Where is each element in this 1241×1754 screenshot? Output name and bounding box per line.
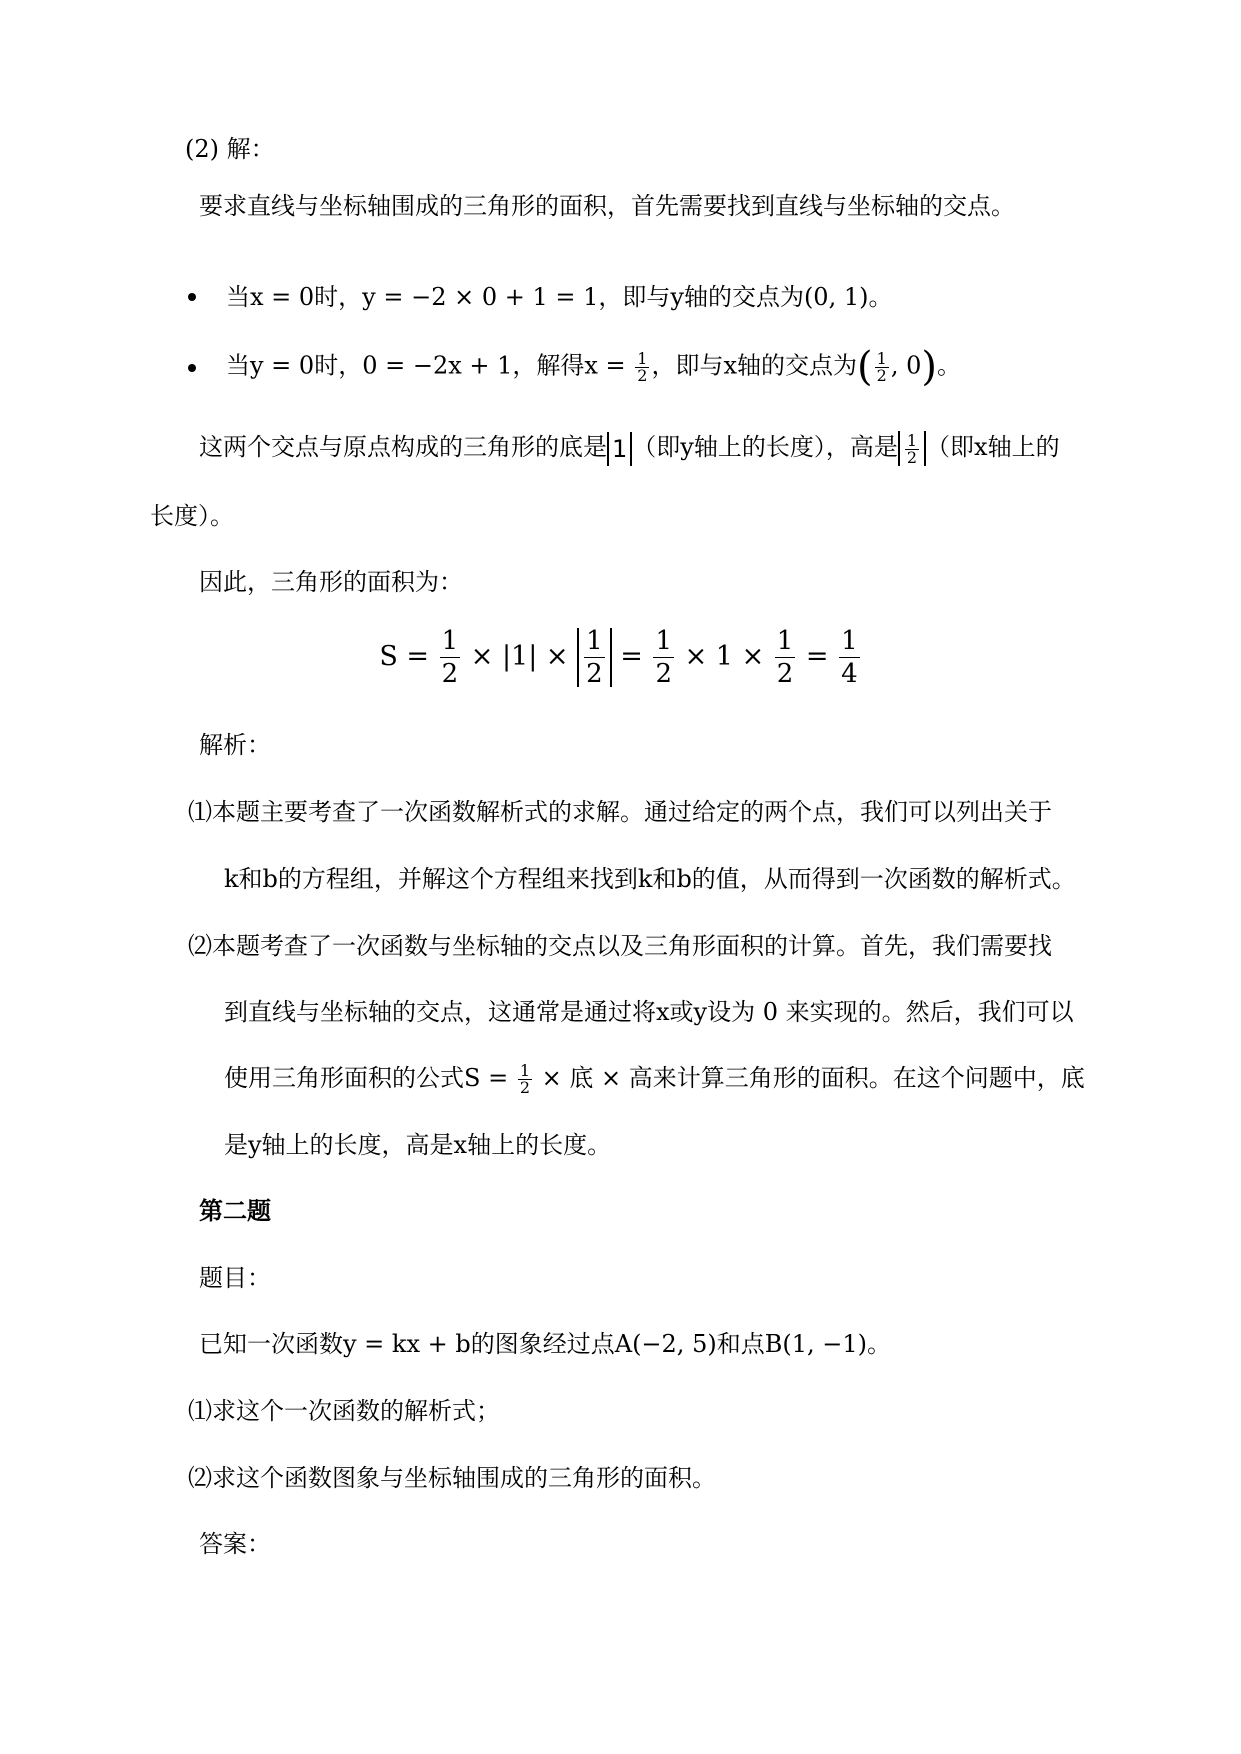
area-intro: 因此，三角形的面积为： [199, 568, 463, 596]
fraction: $\frac{1}{2}$ [586, 626, 603, 689]
problem-title: 第二题 [199, 1197, 271, 1225]
solution-intro: 要求直线与坐标轴围成的三角形的面积，首先需要找到直线与坐标轴的交点。 [199, 192, 1015, 220]
base-height-line-cont: 长度）。 [150, 502, 234, 530]
analysis-item-2-formula: 使用三角形面积的公式S = $\frac{1}{2}$ × 底 × 高来计算三角形的面积。在这个问题中，底 [224, 1061, 1085, 1097]
fraction: $\frac{1}{2}$ [519, 1061, 530, 1097]
analysis-item-2-end: 是y轴上的长度，高是x轴上的长度。 [224, 1131, 612, 1159]
fraction: $\frac{1}{2}$ [655, 626, 673, 689]
bullet2-text: 当y = 0时，0 = −2x + 1，解得x = [226, 351, 634, 380]
problem-statement: 已知一次函数y = kx + b的图象经过点A(−2, 5)和点B(1, −1)。 [199, 1330, 891, 1358]
question-2: ⑵求这个函数图象与坐标轴围成的三角形的面积。 [188, 1464, 716, 1492]
bullet-y-intercept: 当x = 0时，y = −2 × 0 + 1 = 1，即与y轴的交点为(0, 1)。 [226, 283, 893, 311]
fraction: $\frac{1}{2}$ [776, 626, 794, 689]
fraction: $\frac{1}{2}$ [637, 348, 648, 385]
abs-value: 1 [607, 432, 632, 466]
problem-label: 题目： [199, 1264, 271, 1292]
analysis-item-1-cont: k和b的方程组，并解这个方程组来找到k和b的值，从而得到一次函数的解析式。 [224, 865, 1076, 893]
bullet-icon [188, 293, 196, 301]
analysis-item-1: ⑴本题主要考查了一次函数解析式的求解。通过给定的两个点，我们可以列出关于 [188, 798, 1052, 826]
fraction: $\frac{1}{2}$ [876, 348, 887, 385]
fraction: $\frac{1}{4}$ [841, 626, 858, 689]
analysis-item-2: ⑵本题考查了一次函数与坐标轴的交点以及三角形面积的计算。首先，我们需要找 [188, 932, 1052, 960]
analysis-heading: 解析： [199, 731, 271, 759]
fraction: $\frac{1}{2}$ [441, 626, 459, 689]
base-height-line: 这两个交点与原点构成的三角形的底是 1 （即y轴上的长度），高是 $\frac{1}{2}$ （即x轴上的 [199, 431, 1060, 467]
abs-value [577, 628, 612, 687]
abs-value [898, 431, 926, 466]
fraction: $\frac{1}{2}$ [906, 431, 918, 467]
analysis-item-2-cont: 到直线与坐标轴的交点，这通常是通过将x或y设为 0 来实现的。然后，我们可以 [224, 998, 1074, 1026]
area-formula: S = $\frac{1}{2}$ × |1| × $\frac{1}{2}$ = $\frac{1}{2}$ × 1 × $\frac{1}{2}$ = $\frac{1}{4}$ [379, 626, 858, 689]
question-1: ⑴求这个一次函数的解析式； [188, 1397, 500, 1425]
bullet-icon [188, 364, 196, 372]
answer-label: 答案： [199, 1530, 271, 1558]
solution-heading: (2) 解： [185, 135, 275, 163]
bullet-x-intercept: 当y = 0时，0 = −2x + 1，解得x = $\frac{1}{2}$ ，即与x轴的交点为( $\frac{1}{2}$ , 0)。 [226, 344, 961, 390]
